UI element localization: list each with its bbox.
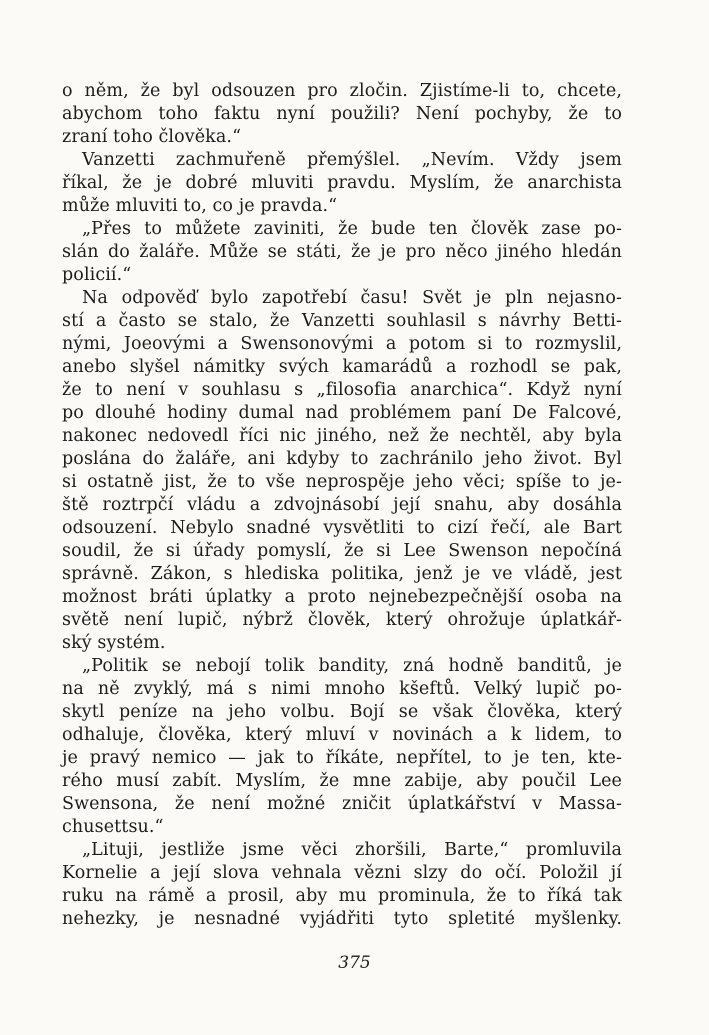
- text-line: odsouzení. Nebylo snadné vysvětliti to cizí řečí, ale Bart: [62, 518, 622, 538]
- text-line: slán do žaláře. Může se státi, že je pro něco jiného hledán: [62, 242, 622, 262]
- text-line: je pravý nemico — jak to říkáte, nepřítel, to je ten, kte-: [62, 748, 622, 768]
- text-line: „Přes to můžete zaviniti, že bude ten člověk zase po-: [82, 219, 622, 239]
- text-line: chusettsu.“: [62, 817, 164, 837]
- text-line: zraní toho člověka.“: [62, 127, 242, 147]
- text-line: soudil, že si úřady pomyslí, že si Lee Swenson nepočíná: [62, 541, 622, 561]
- text-line: rého musí zabít. Myslím, že mne zabije, aby poučil Lee: [62, 771, 622, 791]
- text-line: nými, Joeovými a Swensonovými a potom si to rozmyslil,: [62, 334, 622, 354]
- text-line: ruku na rámě a prosil, aby mu prominula, že to říká tak: [62, 886, 622, 906]
- text-line: že to není v souhlasu s „filosofia anarchica“. Když nyní: [62, 380, 622, 400]
- text-line: stí a často se stalo, že Vanzetti souhlasil s návrhy Betti-: [62, 311, 622, 331]
- text-line: abychom toho faktu nyní použili? Není pochyby, že to: [62, 104, 622, 124]
- text-line: na ně zvyklý, má s nimi mnoho kšeftů. Velký lupič po-: [62, 679, 622, 699]
- text-line: anebo slyšel námitky svých kamarádů a rozhodl se pak,: [62, 357, 622, 377]
- text-line: Vanzetti zachmuřeně přemýšlel. „Nevím. Vždy jsem: [82, 150, 622, 170]
- text-line: „Lituji, jestliže jsme věci zhoršili, Barte,“ promluvila: [82, 840, 622, 860]
- text-line: Kornelie a její slova vehnala vězni slzy do očí. Položil jí: [62, 863, 622, 883]
- text-line: „Politik se nebojí tolik bandity, zná hodně banditů, je: [82, 656, 622, 676]
- text-line: správně. Zákon, s hlediska politika, jenž je ve vládě, jest: [62, 564, 622, 584]
- text-line: říkal, že je dobré mluviti pravdu. Myslím, že anarchista: [62, 173, 622, 193]
- text-line: světě není lupič, nýbrž člověk, který ohrožuje úplatkář-: [62, 610, 622, 630]
- text-line: možnost bráti úplatky a proto nejnebezpečnější osoba na: [62, 587, 622, 607]
- text-line: poslána do žaláře, ani kdyby to zachránilo jeho život. Byl: [62, 449, 622, 469]
- text-line: ště roztrpčí vládu a zdvojnásobí její snahu, aby dosáhla: [62, 495, 622, 515]
- text-line: Swensona, že není možné zničit úplatkářství v Massa-: [62, 794, 622, 814]
- text-line: skytl peníze na jeho volbu. Bojí se však člověka, který: [62, 702, 622, 722]
- text-line: odhaluje, člověka, který mluví v novinách a k lidem, to: [62, 725, 622, 745]
- text-line: Na odpověď bylo zapotřebí času! Svět je pln nejasno-: [82, 288, 622, 308]
- text-line: policií.“: [62, 265, 132, 285]
- text-line: o něm, že byl odsouzen pro zločin. Zjistíme-li to, chcete,: [62, 81, 622, 101]
- page-number: 375: [338, 953, 371, 973]
- text-line: nakonec nedovedl říci nic jiného, než že nechtěl, aby byla: [62, 426, 622, 446]
- text-line: po dlouhé hodiny dumal nad problémem paní De Falcové,: [62, 403, 622, 423]
- body-text: [62, 80, 622, 931]
- text-line: nehezky, je nesnadné vyjádřiti tyto spletité myšlenky.: [62, 909, 622, 929]
- text-line: ský systém.: [62, 633, 166, 653]
- text-line: si ostatně jist, že to vše neprospěje jeho věci; spíše to je-: [62, 472, 622, 492]
- text-line: může mluviti to, co je pravda.“: [62, 196, 338, 216]
